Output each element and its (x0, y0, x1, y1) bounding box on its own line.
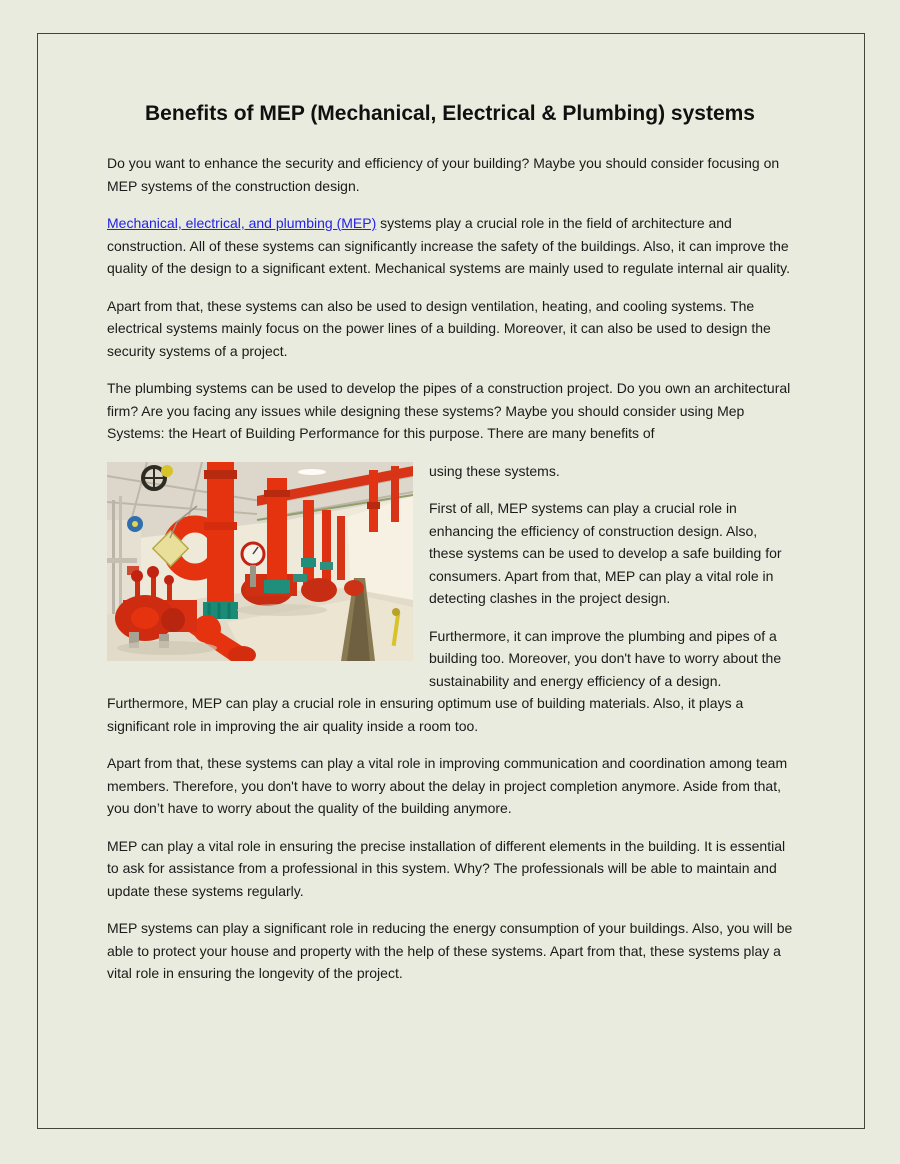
pump-room-photo-graphic (107, 462, 413, 661)
pump-room-photo (107, 462, 413, 661)
paragraph-plumbing: The plumbing systems can be used to develop the pipes of a construction project. Do you own an architectural firm? Are you facing any issues while designing these systems? Maybe you should consider using Mep Systems: the Heart of Building Performance for this purpose. There are many benefits of (107, 380, 791, 441)
page-title: Benefits of MEP (Mechanical, Electrical & Plumbing) systems (145, 102, 755, 125)
paragraph-furthermore: Furthermore, it can improve the plumbing and pipes of a building too. Moreover, you don't have to worry about the sustainability and energy efficiency of a design. Furthermore, MEP can play a crucial role in ensuring optimum use of building materials. Also, it plays a significant role in improving the air quality inside a room too. (107, 627, 782, 734)
paragraph-mep-overview-text: systems play a crucial role in the field of architecture and construction. All of these systems can significantly increase the safety of the buildings. Also, it can improve the quality of the design to a significant extent. Mechanical systems are mainly used to regulate internal air quality. (107, 215, 790, 276)
paragraph-wrap-start (107, 460, 793, 483)
paragraph-mep-overview (107, 212, 793, 280)
paragraph-first-of-all: First of all, MEP systems can play a crucial role in enhancing the efficiency of construction design. Also, these systems can be used to develop a safe building for consumers. Apart from that, MEP can play a vital role in detecting clashes in the project design. (429, 500, 782, 606)
paragraph-installation: MEP can play a vital role in ensuring the precise installation of different elements in the building. It is essential to ask for assistance from a professional in this system. Why? The professionals will be able to maintain and update these systems regularly. (107, 837, 786, 899)
paragraph-communication: Apart from that, these systems can play a vital role in improving communication and coordination among team members. Therefore, you don't have to worry about the delay in project completion anymore. Aside from that, you don’t have to worry about the quality of the building anymore. (107, 755, 788, 816)
paragraph-wrap-start-text: using these systems. (429, 462, 560, 479)
paragraph-ventilation: Apart from that, these systems can also be used to design ventilation, heating, and cooling systems. The electrical systems mainly focus on the power lines of a building. Moreover, it can also be used to design the security systems of a project. (107, 297, 771, 359)
paragraph-energy: MEP systems can play a significant role in reducing the energy consumption of your buildings. Also, you will be able to protect your house and property with the help of these systems. Apart from that, these systems play a vital role in ensuring the longevity of the project. (107, 920, 793, 981)
document-content (38, 34, 864, 985)
mep-hyperlink[interactable]: Mechanical, electrical, and plumbing (MEP) (107, 215, 377, 231)
paragraph-intro: Do you want to enhance the security and efficiency of your building? Maybe you should consider focusing on MEP systems of the construction design. (107, 155, 780, 194)
document-page (37, 33, 865, 1129)
